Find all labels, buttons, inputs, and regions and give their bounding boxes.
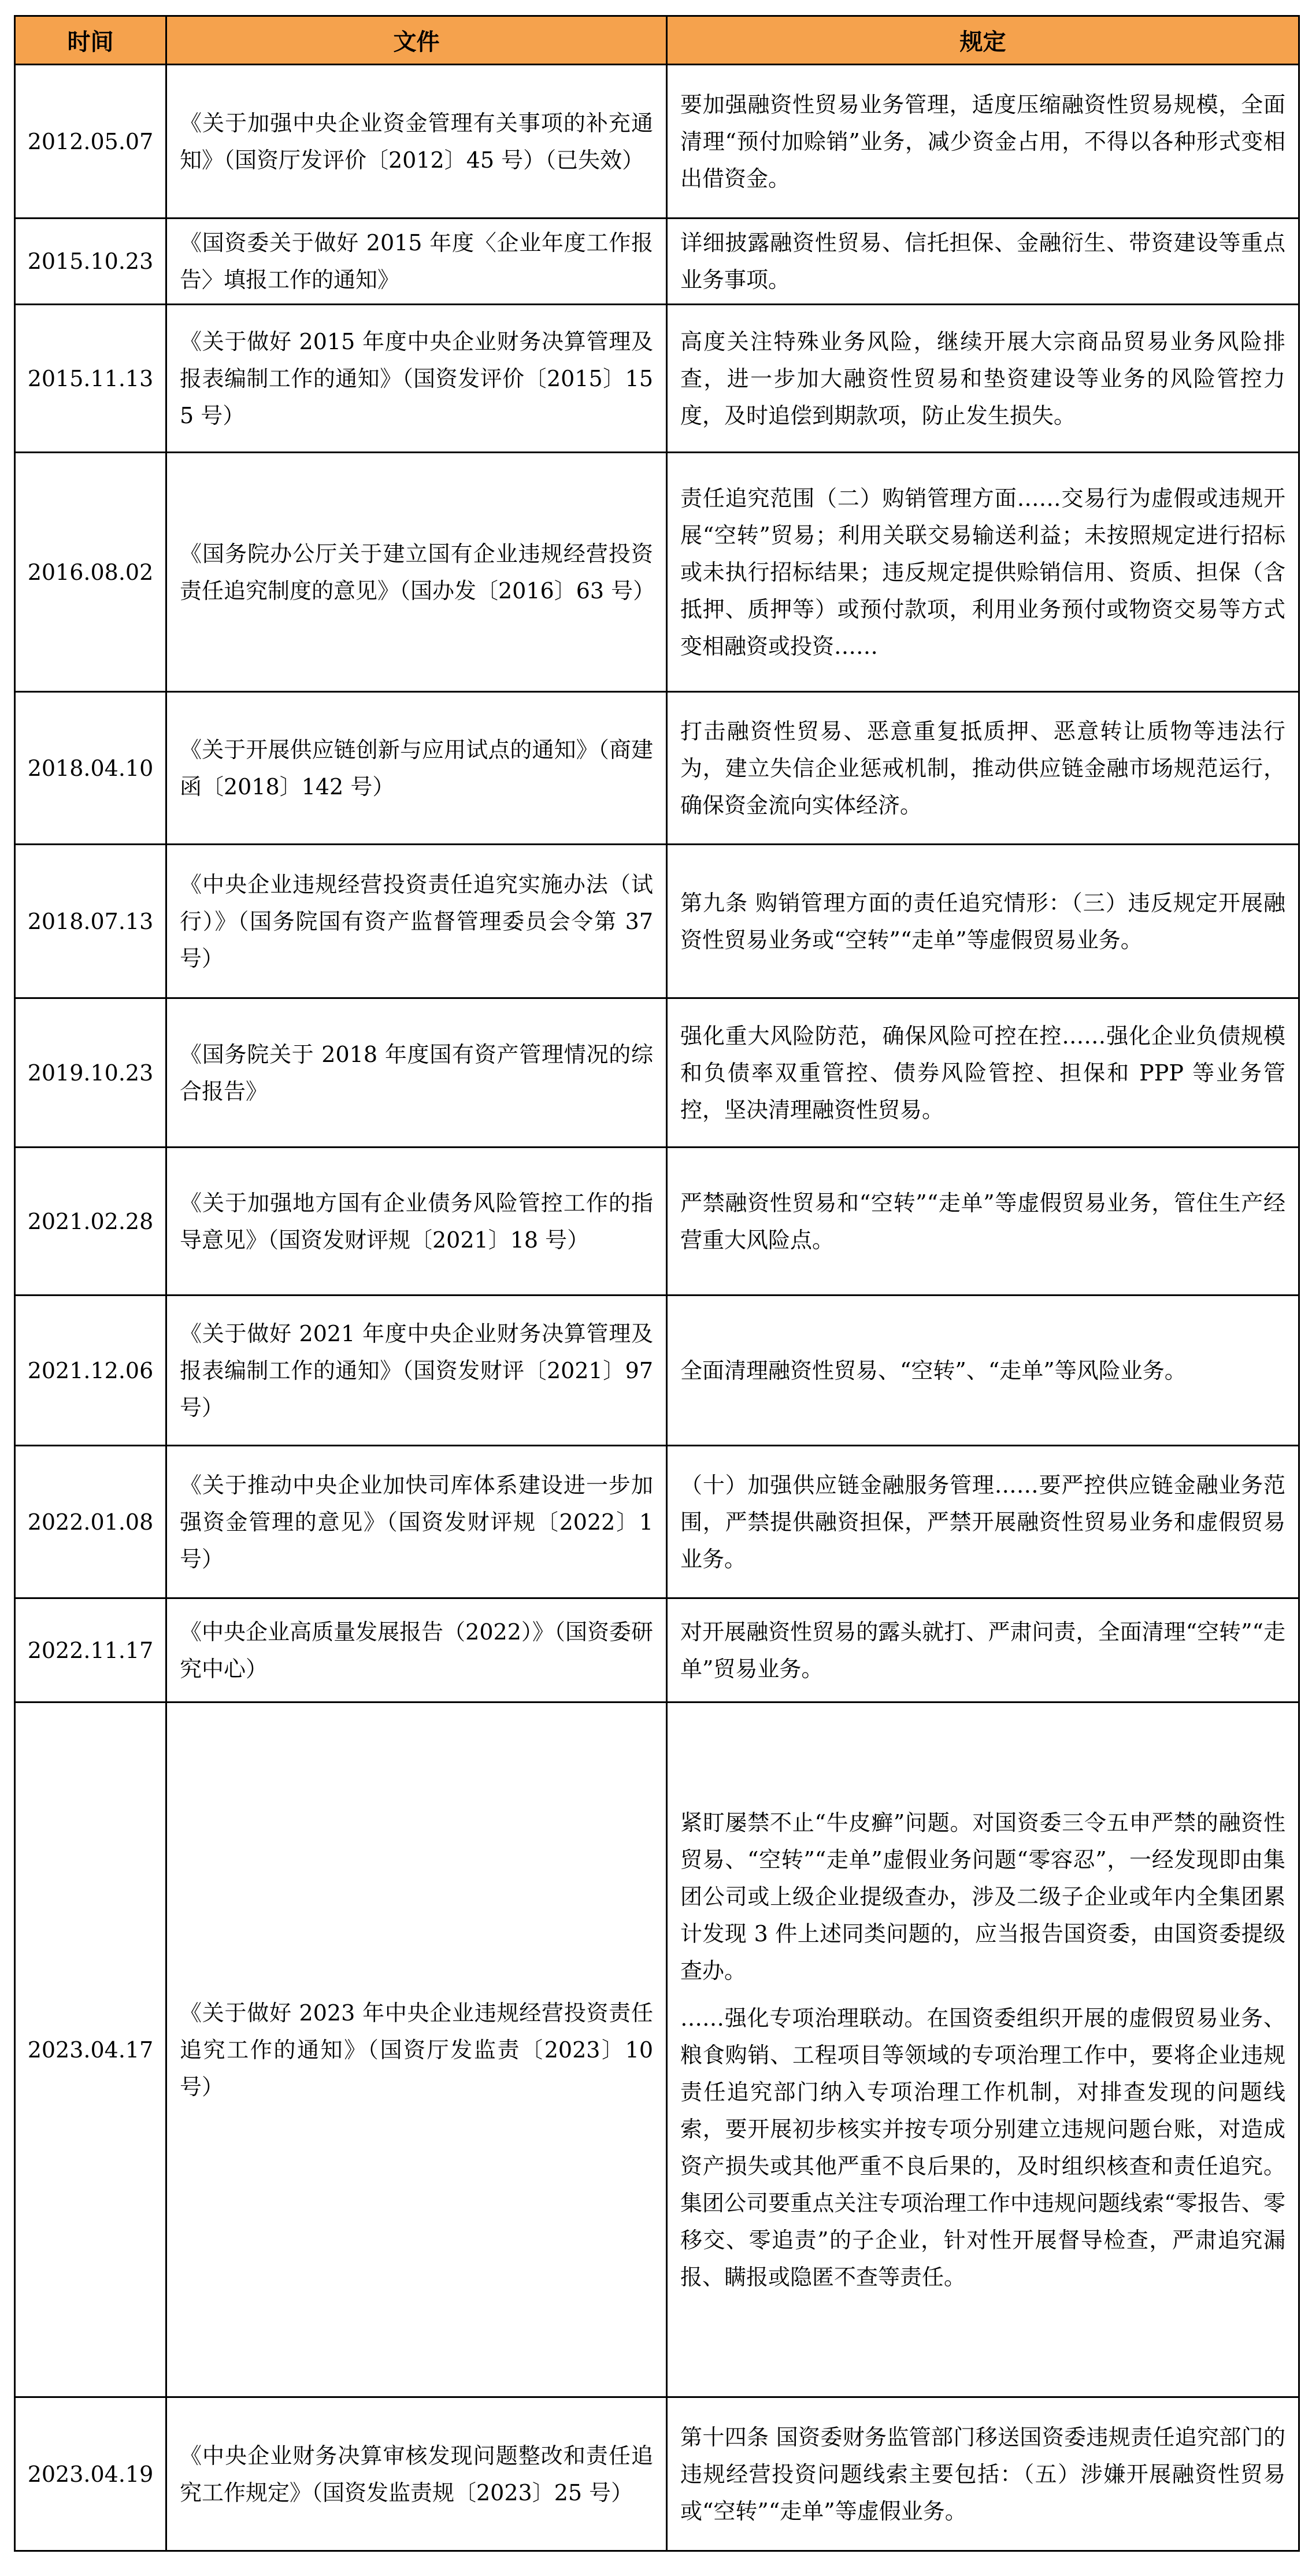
row-document: 《国务院关于 2018 年度国有资产管理情况的综合报告》: [166, 998, 667, 1148]
table-row: [15, 1598, 1299, 1702]
rule-paragraph: 高度关注特殊业务风险，继续开展大宗商品贸易业务风险排查，进一步加大融资性贸易和垫资建设等业务的风险管控力度，及时追偿到期款项，防止发生损失。: [680, 328, 1285, 428]
rule-paragraph: 详细披露融资性贸易、信托担保、金融衍生、带资建设等重点业务事项。: [680, 230, 1285, 293]
table-row: [15, 1702, 1299, 2397]
row-date: 2023.04.19: [15, 2397, 166, 2551]
row-document: 《中央企业高质量发展报告（2022）》（国资委研究中心）: [166, 1598, 667, 1702]
rule-paragraph: 责任追究范围（二）购销管理方面……交易行为虚假或违规开展“空转”贸易；利用关联交易输送利益；未按照规定进行招标或未执行招标结果；违反规定提供赊销信用、资质、担保（含抵押、质押等）或预付款项，利用业务预付或物资交易等方式变相融资或投资……: [680, 485, 1285, 659]
rule-paragraph: ……强化专项治理联动。在国资委组织开展的虚假贸易业务、粮食购销、工程项目等领域的专项治理工作中，要将企业违规责任追究部门纳入专项治理工作机制，对排查发现的问题线索，要开展初步核实并按专项分别建立违规问题台账，对造成资产损失或其他严重不良后果的，及时组织核查和责任追究。集团公司要重点关注专项治理工作中违规问题线索“零报告、零移交、零追责”的子企业，针对性开展督导检查，严肃追究漏报、瞒报或隐匿不查等责任。: [680, 2005, 1285, 2290]
table-header-row: [15, 16, 1299, 65]
row-document: 《关于推动中央企业加快司库体系建设进一步加强资金管理的意见》（国资发财评规〔2022〕1 号）: [166, 1446, 667, 1598]
row-document: 《中央企业财务决算审核发现问题整改和责任追究工作规定》（国资发监责规〔2023〕25 号）: [166, 2397, 667, 2551]
table-row: [15, 65, 1299, 219]
row-document: 《关于做好 2015 年度中央企业财务决算管理及报表编制工作的通知》（国资发评价〔2015〕155 号）: [166, 305, 667, 453]
table-row: [15, 2397, 1299, 2551]
row-rule: [667, 65, 1299, 219]
row-document: 《关于做好 2023 年中央企业违规经营投资责任追究工作的通知》（国资厅发监责〔2023〕10 号）: [166, 1702, 667, 2397]
table-row: [15, 453, 1299, 692]
row-rule: [667, 1702, 1299, 2397]
row-rule: [667, 692, 1299, 845]
row-rule: [667, 1446, 1299, 1598]
rule-paragraph: 要加强融资性贸易业务管理，适度压缩融资性贸易规模，全面清理“预付加赊销”业务，减少资金占用，不得以各种形式变相出借资金。: [680, 91, 1285, 191]
row-rule: [667, 219, 1299, 305]
row-rule: [667, 453, 1299, 692]
row-document: 《关于开展供应链创新与应用试点的通知》（商建函〔2018〕142 号）: [166, 692, 667, 845]
rule-paragraph: 对开展融资性贸易的露头就打、严肃问责，全面清理“空转”“走单”贸易业务。: [680, 1619, 1285, 1682]
row-date: 2015.10.23: [15, 219, 166, 305]
regulation-table: [14, 15, 1300, 2552]
row-date: 2018.04.10: [15, 692, 166, 845]
row-date: 2021.12.06: [15, 1296, 166, 1446]
rule-paragraph: （十）加强供应链金融服务管理……要严控供应链金融业务范围，严禁提供融资担保，严禁开展融资性贸易业务和虚假贸易业务。: [680, 1472, 1285, 1572]
rule-paragraph: 第十四条 国资委财务监管部门移送国资委违规责任追究部门的违规经营投资问题线索主要包括：（五）涉嫌开展融资性贸易或“空转”“走单”等虚假业务。: [680, 2424, 1285, 2524]
row-date: 2021.02.28: [15, 1148, 166, 1296]
header-document: 文件: [166, 16, 667, 65]
table-row: [15, 305, 1299, 453]
row-date: 2018.07.13: [15, 845, 166, 998]
rule-paragraph: 强化重大风险防范，确保风险可控在控……强化企业负债规模和负债率双重管控、债券风险管控、担保和 PPP 等业务管控，坚决清理融资性贸易。: [680, 1023, 1285, 1123]
row-document: 《关于加强地方国有企业债务风险管控工作的指导意见》（国资发财评规〔2021〕18 号）: [166, 1148, 667, 1296]
row-document: 《中央企业违规经营投资责任追究实施办法（试行）》（国务院国有资产监督管理委员会令第 37 号）: [166, 845, 667, 998]
row-rule: [667, 1296, 1299, 1446]
table-row: [15, 219, 1299, 305]
row-rule: [667, 1148, 1299, 1296]
row-rule: [667, 998, 1299, 1148]
row-rule: [667, 1598, 1299, 1702]
row-document: 《关于加强中央企业资金管理有关事项的补充通知》（国资厅发评价〔2012〕45 号）（已失效）: [166, 65, 667, 219]
rule-paragraph: 打击融资性贸易、恶意重复抵质押、恶意转让质物等违法行为，建立失信企业惩戒机制，推动供应链金融市场规范运行，确保资金流向实体经济。: [680, 718, 1285, 818]
row-rule: [667, 2397, 1299, 2551]
table-row: [15, 692, 1299, 845]
row-date: 2023.04.17: [15, 1702, 166, 2397]
rule-paragraph: 严禁融资性贸易和“空转”“走单”等虚假贸易业务，管住生产经营重大风险点。: [680, 1190, 1285, 1253]
rule-paragraph: 紧盯屡禁不止“牛皮癣”问题。对国资委三令五申严禁的融资性贸易、“空转”“走单”虚假业务问题“零容忍”，一经发现即由集团公司或上级企业提级查办，涉及二级子企业或年内全集团累计发现 3 件上述同类问题的，应当报告国资委，由国资委提级查办。: [680, 1809, 1285, 1983]
row-date: 2016.08.02: [15, 453, 166, 692]
table-row: [15, 1148, 1299, 1296]
table-row: [15, 1296, 1299, 1446]
header-rule: 规定: [667, 16, 1299, 65]
rule-paragraph: 第九条 购销管理方面的责任追究情形：（三）违反规定开展融资性贸易业务或“空转”“走单”等虚假贸易业务。: [680, 890, 1285, 953]
row-rule: [667, 305, 1299, 453]
table-row: [15, 1446, 1299, 1598]
row-date: 2019.10.23: [15, 998, 166, 1148]
row-date: 2022.11.17: [15, 1598, 166, 1702]
row-date: 2015.11.13: [15, 305, 166, 453]
table-row: [15, 998, 1299, 1148]
row-date: 2022.01.08: [15, 1446, 166, 1598]
header-date: 时间: [15, 16, 166, 65]
rule-paragraph: 全面清理融资性贸易、“空转”、“走单”等风险业务。: [680, 1357, 1187, 1383]
row-rule: [667, 845, 1299, 998]
table-body: [15, 65, 1299, 2551]
row-document: 《国务院办公厅关于建立国有企业违规经营投资责任追究制度的意见》（国办发〔2016〕63 号）: [166, 453, 667, 692]
row-document: 《关于做好 2021 年度中央企业财务决算管理及报表编制工作的通知》（国资发财评〔2021〕97 号）: [166, 1296, 667, 1446]
row-date: 2012.05.07: [15, 65, 166, 219]
table-row: [15, 845, 1299, 998]
row-document: 《国资委关于做好 2015 年度〈企业年度工作报告〉填报工作的通知》: [166, 219, 667, 305]
